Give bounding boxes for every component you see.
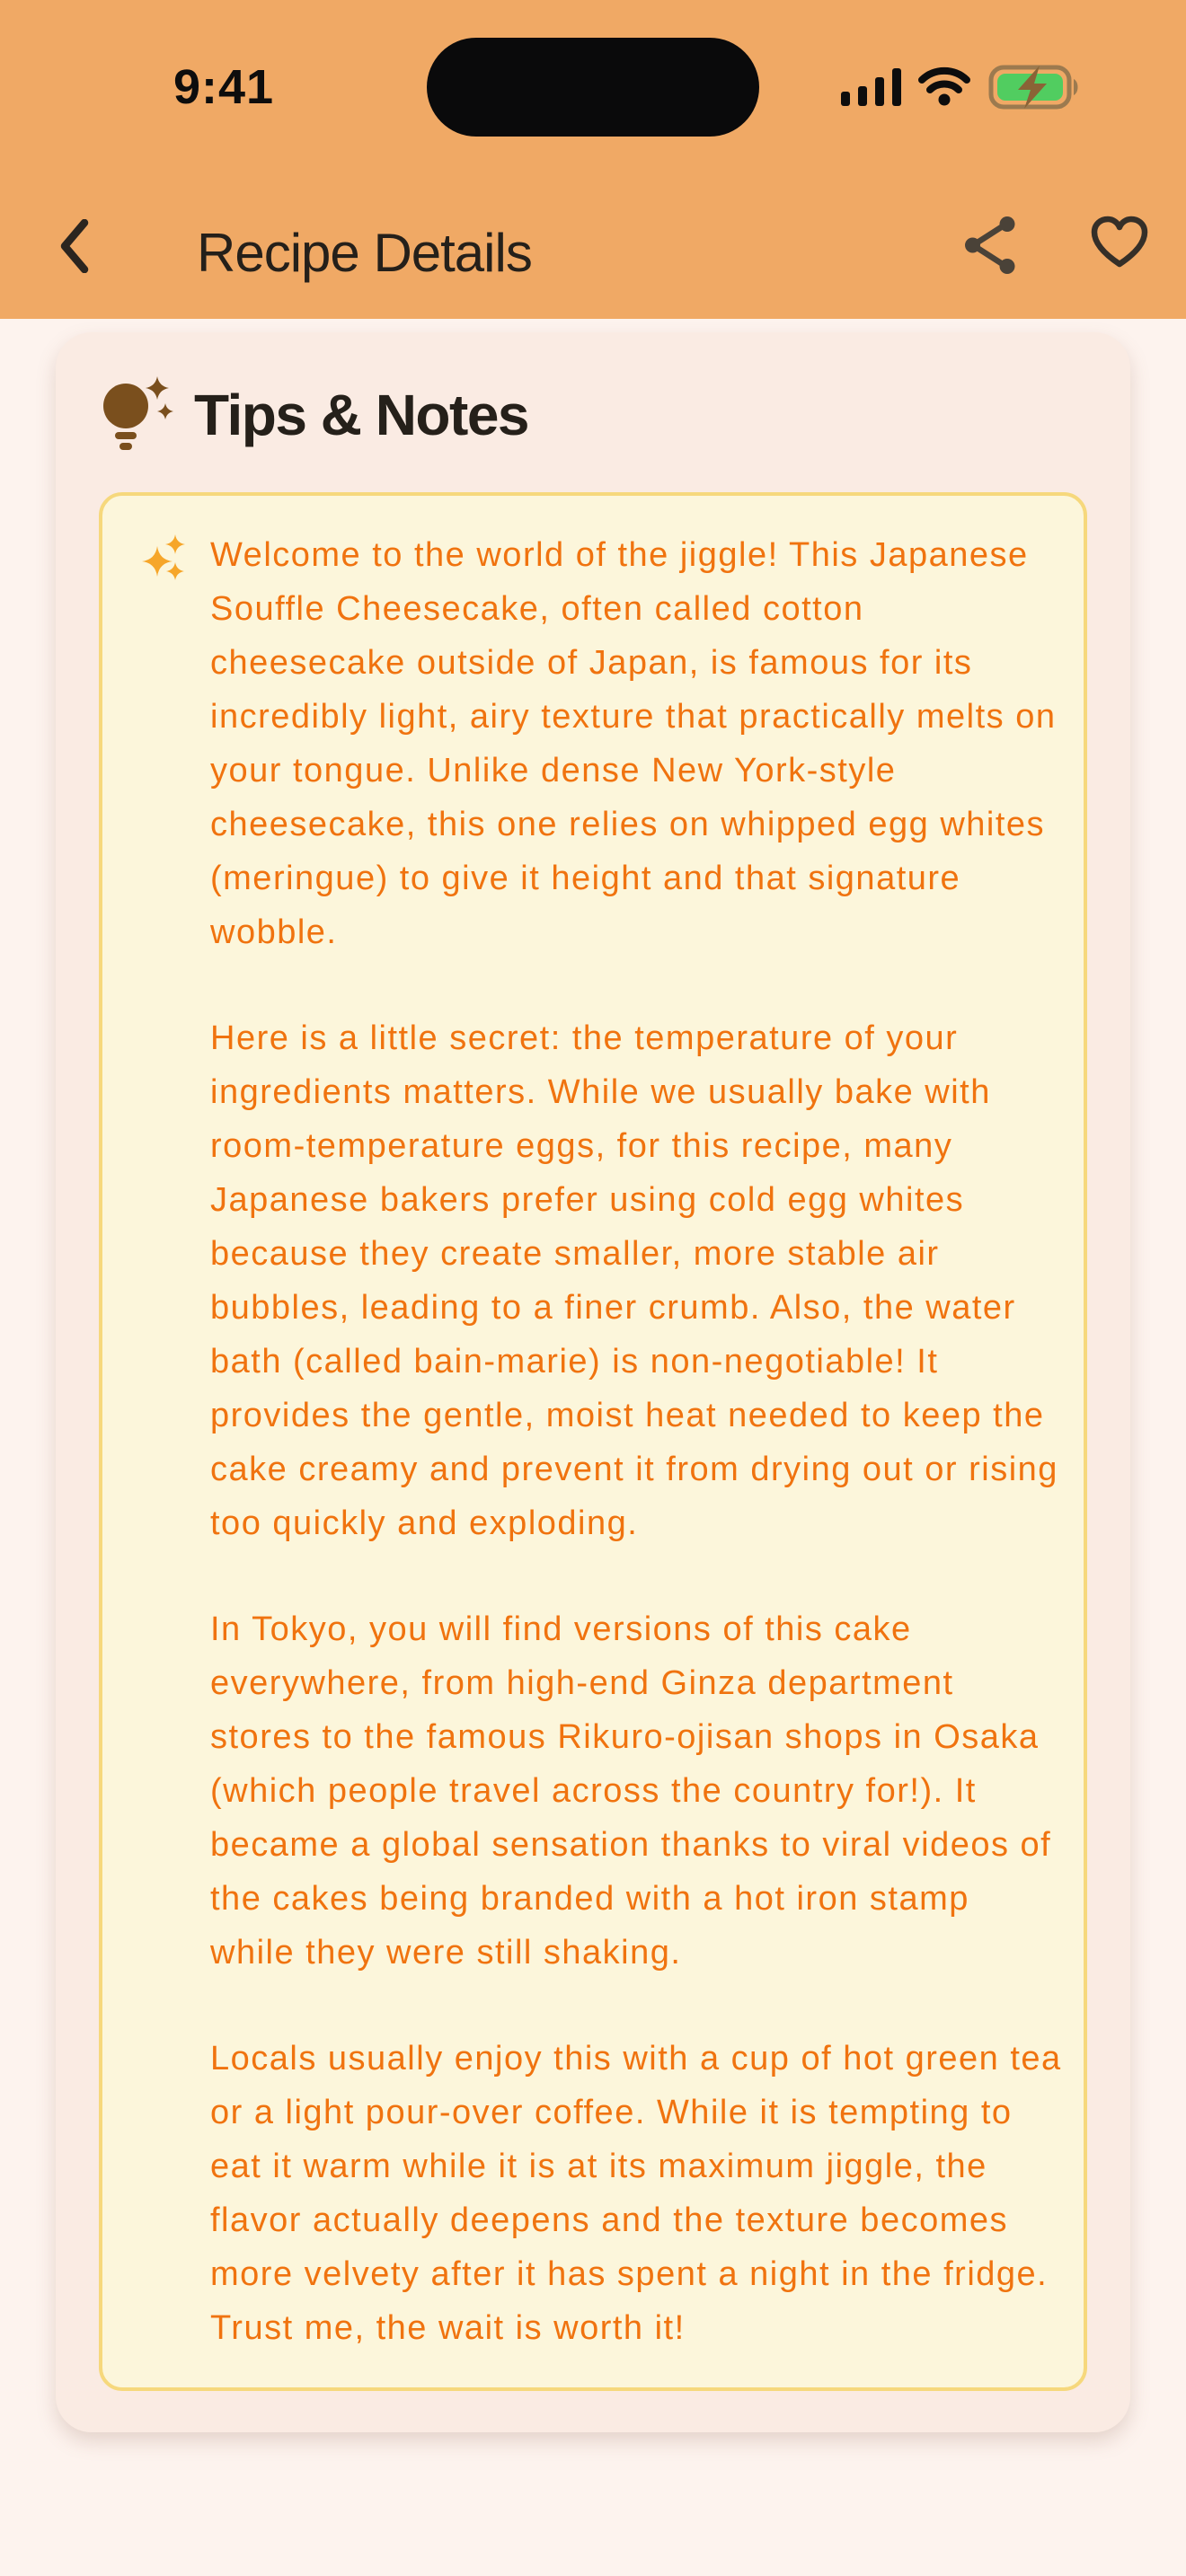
cellular-signal-icon	[841, 68, 902, 106]
heart-icon	[1090, 216, 1149, 269]
sparkles-icon	[142, 534, 185, 582]
favorite-button[interactable]	[1087, 214, 1152, 271]
tips-note-box	[99, 492, 1087, 2391]
page-title: Recipe Details	[197, 223, 532, 283]
share-button[interactable]	[961, 214, 1019, 277]
status-time: 9:41	[173, 60, 275, 114]
tips-card	[56, 332, 1130, 2432]
dynamic-island	[427, 38, 759, 137]
tips-paragraph: Welcome to the world of the jiggle! This Japanese Souffle Cheesecake, often called cotton cheesecake outside of Japan, is famous for its incredibly light, airy texture that practically melts on your tongue. Unlike dense New York-style cheesecake, this one relies on whipped egg whites (meringue) to give it height and that signature wobble.	[210, 536, 1057, 951]
tips-heading-row	[101, 375, 1087, 454]
back-chevron-icon	[58, 219, 90, 273]
battery-charging-icon	[988, 65, 1082, 110]
share-icon	[965, 216, 1015, 274]
tips-heading: Tips & Notes	[194, 383, 528, 447]
app-header	[0, 0, 1186, 319]
back-button[interactable]	[50, 214, 97, 278]
lightbulb-sparkle-icon	[101, 375, 174, 454]
wifi-icon	[918, 66, 970, 106]
tips-paragraph: Here is a little secret: the temperature of your ingredients matters. While we usually bake with room-temperature eggs, for this recipe, many Japanese bakers prefer using cold egg whites because they create smaller, more stable air bubbles, leading to a finer crumb. Also, the water bath (called bain-marie) is non-negotiable! It provides the gentle, moist heat needed to keep the cake creamy and prevent it from drying out or rising too quickly and exploding.	[210, 1019, 1058, 1542]
tips-paragraph: In Tokyo, you will find versions of this cake everywhere, from high-end Ginza department stores to the famous Rikuro-ojisan shops in Osaka (which people travel across the country for!). It became a global sensation thanks to viral videos of the cakes being branded with a hot iron stamp while they were still shaking.	[210, 1610, 1052, 1972]
tips-paragraph: Locals usually enjoy this with a cup of hot green tea or a light pour-over coffee. While it is tempting to eat it warm while it is at its maximum jiggle, the flavor actually deepens and the texture becomes more velvety after it has spent a night in the fridge. Trust me, the wait is worth it!	[210, 2040, 1062, 2347]
tips-paragraphs	[210, 528, 1062, 2355]
